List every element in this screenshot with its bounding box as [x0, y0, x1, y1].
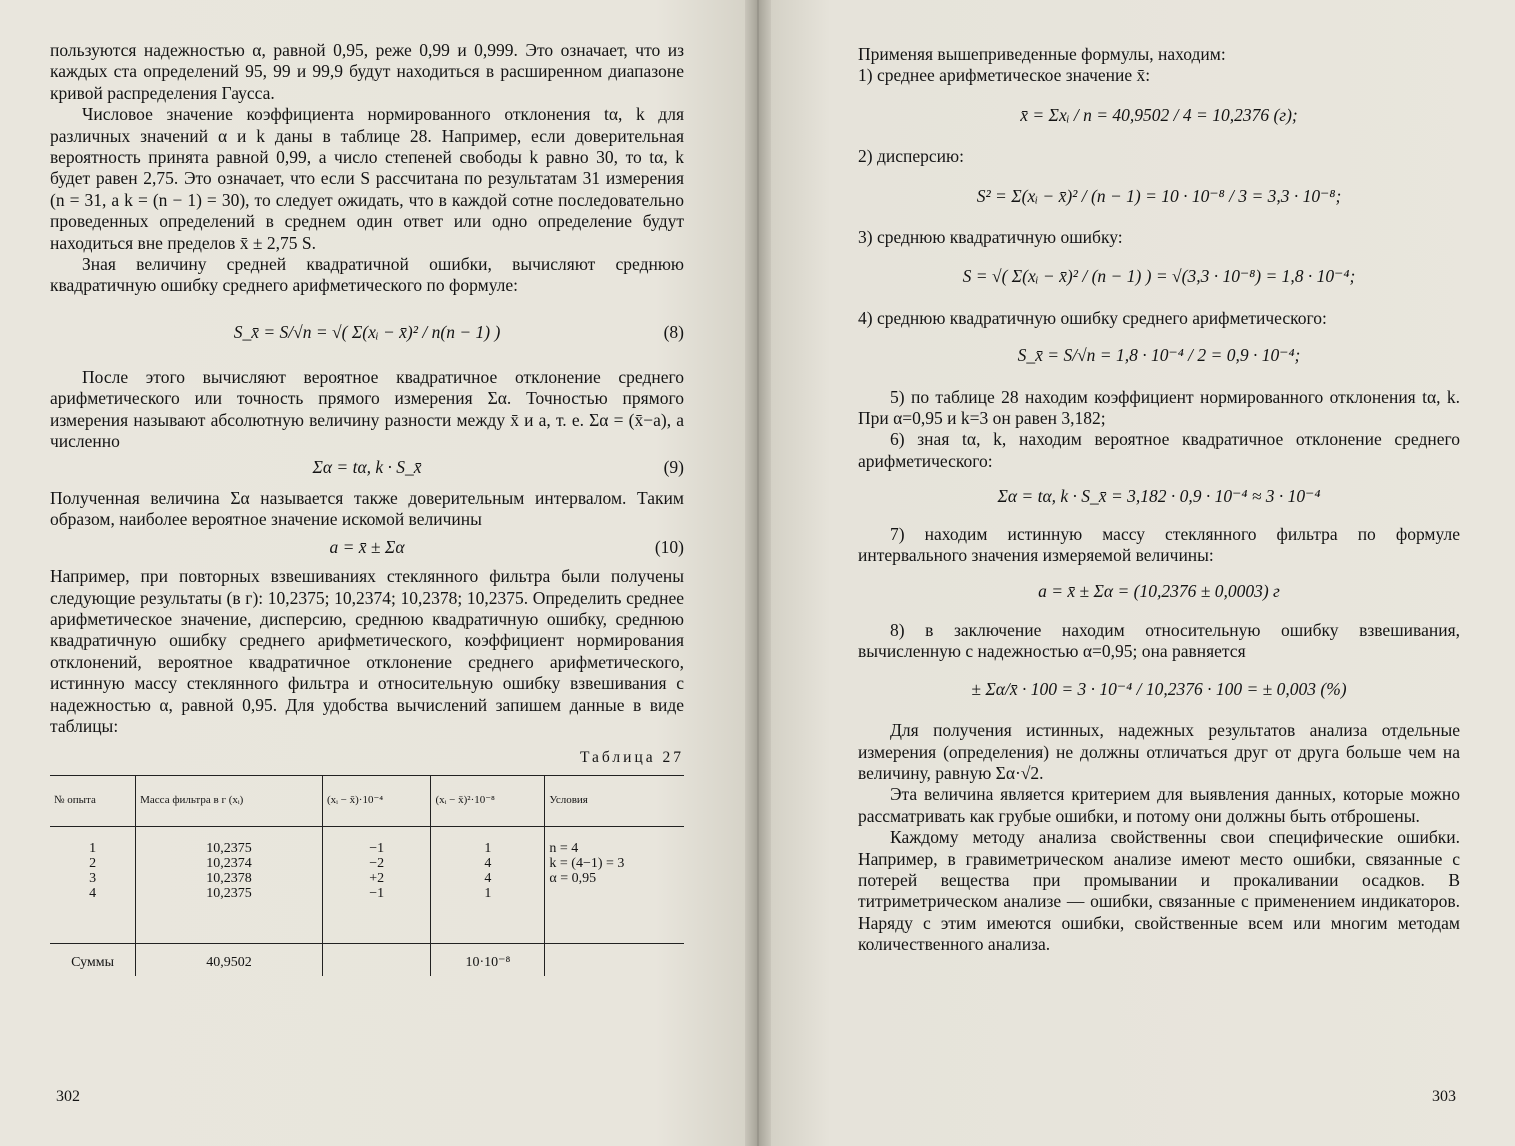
cell-value: 4	[484, 870, 492, 886]
table-cell	[50, 826, 136, 943]
cell-value: −1	[369, 885, 385, 901]
paragraph: пользуются надежностью α, равной 0,95, реже 0,99 и 0,999. Это означает, что из каждых ста определений 95, 99 и 99,9 будут находиться в расширенном диапазоне кривой распределения Гаусса.	[50, 40, 684, 103]
left-page-text	[50, 40, 684, 976]
page-number: 303	[1432, 1088, 1456, 1105]
table-header: № опыта	[50, 775, 136, 826]
table-header: Масса фильтра в г (xᵢ)	[136, 775, 323, 826]
cell-value: 10,2374	[206, 855, 252, 871]
step: 4) среднюю квадратичную ошибку среднего арифметического:	[858, 307, 1327, 328]
cell-value: α = 0,95	[549, 870, 597, 886]
equation: S = √( Σ(xᵢ − x̄)² / (n − 1) ) = √(3,3 · 10⁻⁸) = 1,8 · 10⁻⁴;	[962, 266, 1356, 287]
paragraph: Применяя вышеприведенные формулы, находим:	[858, 44, 1226, 64]
equation: S_x̄ = S/√n = √( Σ(xᵢ − x̄)² / n(n − 1) )	[233, 321, 501, 342]
step: 3) среднюю квадратичную ошибку:	[858, 227, 1123, 248]
table-cell	[431, 826, 545, 943]
table-cell	[545, 826, 684, 943]
cell-value: −1	[369, 840, 385, 856]
step: 1) среднее арифметическое значение x̄:	[858, 65, 1151, 86]
book-gutter	[745, 0, 771, 1146]
equation-10	[50, 537, 684, 558]
cell-value: +2	[369, 870, 385, 886]
equation: Σα = tα, k · S_x̄ = 3,182 · 0,9 · 10⁻⁴ ≈ 3 · 10⁻⁴	[997, 486, 1321, 507]
table-cell	[545, 943, 684, 976]
paragraph: Эта величина является критерием для выявления данных, которые можно рассматривать как грубые ошибки, и потому они должны быть отброшены.	[858, 784, 1460, 826]
cell-value: n = 4	[549, 840, 579, 856]
right-page-text	[858, 44, 1460, 956]
step: 7) находим истинную массу стеклянного фильтра по формуле интервального значения измеряемой величины:	[858, 523, 1460, 566]
equation: S_x̄ = S/√n = 1,8 · 10⁻⁴ / 2 = 0,9 · 10⁻⁴;	[1017, 345, 1301, 366]
table-header-row	[50, 775, 684, 826]
equation-8	[50, 305, 684, 359]
paragraph: Например, при повторных взвешиваниях стеклянного фильтра были получены следующие результаты (в г): 10,2375; 10,2374; 10,2378; 10,2375. Определить среднее арифметическое значение, дисперсию, среднюю квадратичную ошибку, среднюю квадратичную ошибку среднего арифметического, коэффициент нормирования отклонений, вероятное квадратичное отклонение среднего арифметического, истинную массу стеклянного фильтра и относительную ошибку взвешивания с надежностью α, равной 0,95. Для удобства вычислений запишем данные в виде таблицы:	[50, 566, 684, 736]
equation-number: (10)	[654, 536, 684, 557]
cell-value: 1	[89, 840, 97, 856]
equation: a = x̄ ± Σα = (10,2376 ± 0,0003) г	[1038, 580, 1280, 601]
equation-number: (8)	[663, 321, 684, 342]
equation: x̄ = Σxᵢ / n = 40,9502 / 4 = 10,2376 (г);	[1020, 104, 1298, 125]
table-cell	[322, 943, 430, 976]
table-header: Условия	[545, 775, 684, 826]
table-cell	[136, 826, 323, 943]
paragraph: Числовое значение коэффициента нормированного отклонения tα, k для различных значений α и k даны в таблице 28. Например, если доверительная вероятность принята равной 0,99, а число степеней свободы k равно 30, то tα, k будет равен 2,75. Это означает, что если S рассчитана по результатам 31 измерения (n = 31, а k = (n − 1) = 30), то следует ожидать, что в каждой сотне последовательно проведенных определений в среднем один ответ или одно определение будут находиться вне пределов x̄ ± 2,75 S.	[50, 104, 684, 253]
table-cell: 40,9502	[136, 943, 323, 976]
table-caption: Таблица 27	[579, 749, 684, 767]
equation-9	[50, 457, 684, 478]
step: 5) по таблице 28 находим коэффициент нормированного отклонения tα, k. При α=0,95 и k=3 он равен 3,182;	[858, 386, 1460, 429]
table-header: (xᵢ − x̄)·10⁻⁴	[322, 775, 430, 826]
step: 2) дисперсию:	[858, 146, 964, 167]
page-number: 302	[56, 1088, 80, 1105]
table-cell	[322, 826, 430, 943]
equation: Σα = tα, k · S_x̄	[312, 456, 422, 477]
cell-value: 10,2378	[206, 870, 252, 886]
table-row	[50, 826, 684, 943]
paragraph: Каждому методу анализа свойственны свои специфические ошибки. Например, в гравиметрическом анализе имеют место ошибки, связанные с потерей вещества при промывании и прокаливании осадков. В титриметрическом анализе — ошибки, связанные с применением индикаторов. Наряду с этим имеются ошибки, свойственные всем или многим методам количественного анализа.	[858, 827, 1460, 955]
step: 8) в заключение находим относительную ошибку взвешивания, вычисленную с надежностью α=0,95; она равняется	[858, 619, 1460, 662]
table-sum-row	[50, 943, 684, 976]
cell-value: 10,2375	[206, 885, 252, 901]
left-page	[0, 0, 745, 1146]
table-cell: Суммы	[50, 943, 136, 976]
equation: a = x̄ ± Σα	[329, 536, 405, 557]
equation: ± Σα/x̄ · 100 = 3 · 10⁻⁴ / 10,2376 · 100 = ± 0,003 (%)	[971, 678, 1347, 699]
step: 6) зная tα, k, находим вероятное квадратичное отклонение среднего арифметического:	[858, 429, 1460, 471]
cell-value: 4	[89, 885, 97, 901]
paragraph: После этого вычисляют вероятное квадратичное отклонение среднего арифметического или точность прямого измерения Σα. Точностью прямого измерения называют абсолютную величину разности между x̄ и a, т. е. Σα = (x̄−a), а численно	[50, 366, 684, 452]
cell-value: k = (4−1) = 3	[549, 855, 625, 871]
data-table	[50, 775, 684, 976]
cell-value: 2	[89, 855, 97, 871]
cell-value: 1	[484, 885, 492, 901]
cell-value: 1	[484, 840, 492, 856]
paragraph: Зная величину средней квадратичной ошибки, вычисляют среднюю квадратичную ошибку среднего арифметического по формуле:	[50, 254, 684, 296]
cell-value: −2	[369, 855, 385, 871]
paragraph: Для получения истинных, надежных результатов анализа отдельные измерения (определения) не должны отличаться друг от друга больше чем на величину, равную Σα·√2.	[858, 720, 1460, 783]
cell-value: 4	[484, 855, 492, 871]
cell-value: 3	[89, 870, 97, 886]
cell-value: 10,2375	[206, 840, 252, 856]
equation-number: (9)	[663, 456, 684, 477]
table-header: (xᵢ − x̄)²·10⁻⁸	[431, 775, 545, 826]
paragraph: Полученная величина Σα называется также доверительным интервалом. Таким образом, наиболее вероятное значение искомой величины	[50, 487, 684, 530]
equation: S² = Σ(xᵢ − x̄)² / (n − 1) = 10 · 10⁻⁸ / 3 = 3,3 · 10⁻⁸;	[976, 185, 1342, 206]
table-cell: 10·10⁻⁸	[431, 943, 545, 976]
